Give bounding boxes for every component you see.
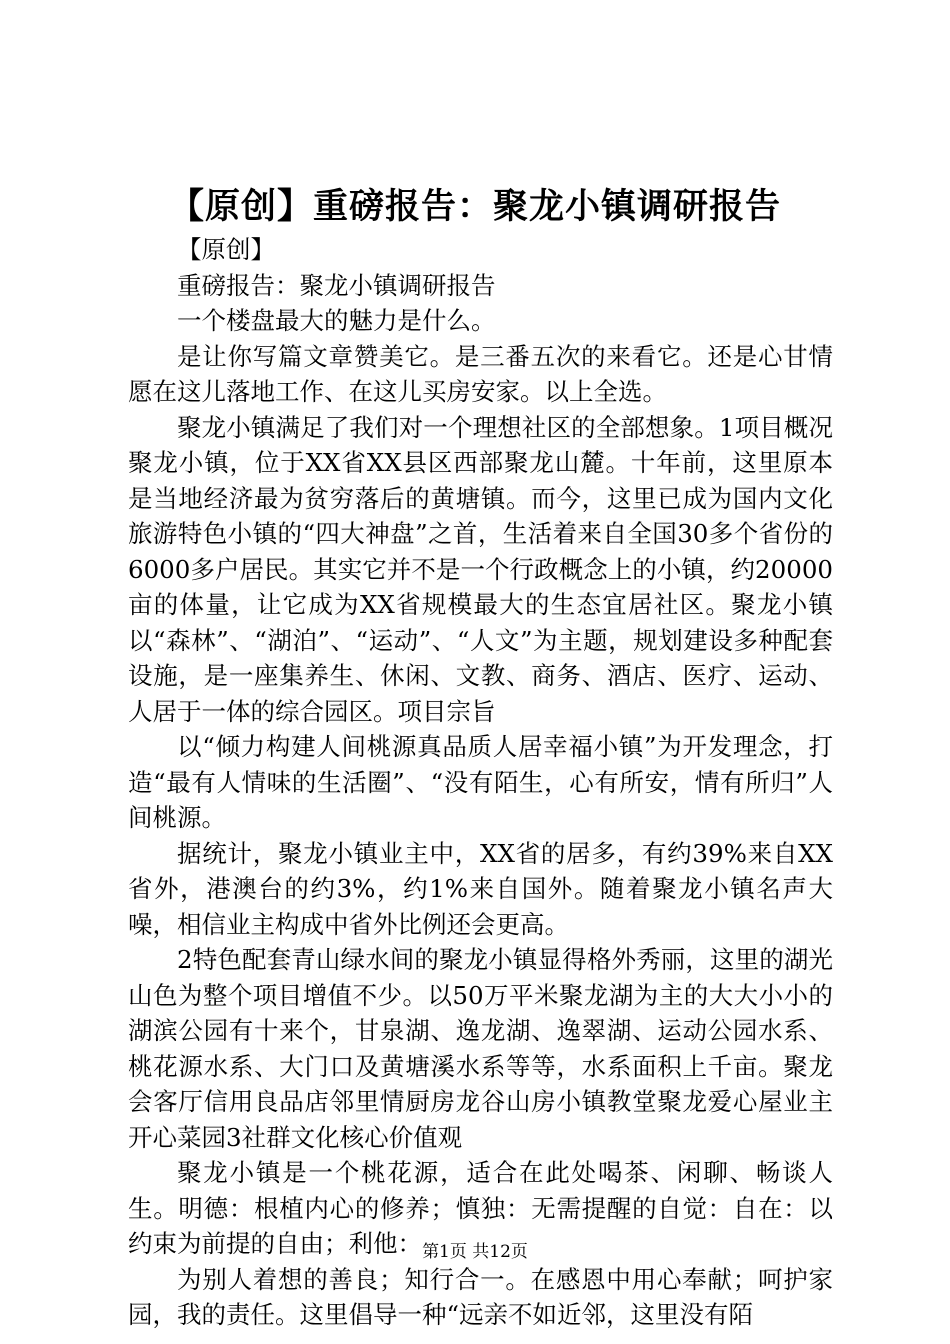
paragraph: 以“倾力构建人间桃源真品质人居幸福小镇”为开发理念，打造“最有人情味的生活圈”、“没有陌生，心有所安，情有所归”人间桃源。: [128, 732, 833, 832]
document-title: 【原创】重磅报告：聚龙小镇调研报告: [168, 186, 781, 227]
paragraph: 聚龙小镇满足了我们对一个理想社区的全部想象。1项目概况聚龙小镇，位于XX省XX县区西部聚龙山麓。十年前，这里原本是当地经济最为贫穷落后的黄塘镇。而今，这里已成为国内文化旅游特色小镇的“四大神盘”之首，生活着来自全国30多个省份的6000多户居民。其实它并不是一个行政概念上的小镇，约20000亩的体量，让它成为XX省规模最大的生态宜居社区。聚龙小镇以“森林”、“湖泊”、“运动”、“人文”为主题，规划建设多种配套设施，是一座集养生、休闲、文教、商务、酒店、医疗、运动、人居于一体的综合园区。项目宗旨: [128, 412, 833, 726]
page-indicator: 第1页 共12页: [422, 1242, 528, 1262]
paragraph: 聚龙小镇是一个桃花源，适合在此处喝茶、闲聊、畅谈人生。明德：根植内心的修养；慎独：无需提醒的自觉：自在：以约束为前提的自由；利他：: [128, 1158, 833, 1258]
paragraph: 【原创】: [177, 235, 275, 264]
paragraph: 是让你写篇文章赞美它。是三番五次的来看它。还是心甘情愿在这儿落地工作、在这儿买房安家。以上全选。: [128, 341, 833, 406]
paragraph: 2特色配套青山绿水间的聚龙小镇显得格外秀丽，这里的湖光山色为整个项目增值不少。以50万平米聚龙湖为主的大大小小的湖滨公园有十来个，甘泉湖、逸龙湖、逸翠湖、运动公园水系、桃花源水系、大门口及黄塘溪水系等等，水系面积上千亩。聚龙会客厅信用良品店邻里情厨房龙谷山房小镇教堂聚龙爱心屋业主开心菜园3社群文化核心价值观: [128, 945, 833, 1152]
document-body: [128, 232, 833, 1333]
paragraph: 据统计，聚龙小镇业主中，XX省的居多，有约39%来自XX省外，港澳台的约3%，约1%来自国外。随着聚龙小镇名声大噪，相信业主构成中省外比例还会更高。: [128, 838, 833, 939]
paragraph: 重磅报告：聚龙小镇调研报告: [177, 270, 496, 300]
paragraph: 为别人着想的善良；知行合一。在感恩中用心奉献；呵护家园，我的责任。这里倡导一种“远亲不如近邻，这里没有陌: [128, 1264, 833, 1329]
paragraph: 一个楼盘最大的魅力是什么。: [177, 306, 496, 335]
